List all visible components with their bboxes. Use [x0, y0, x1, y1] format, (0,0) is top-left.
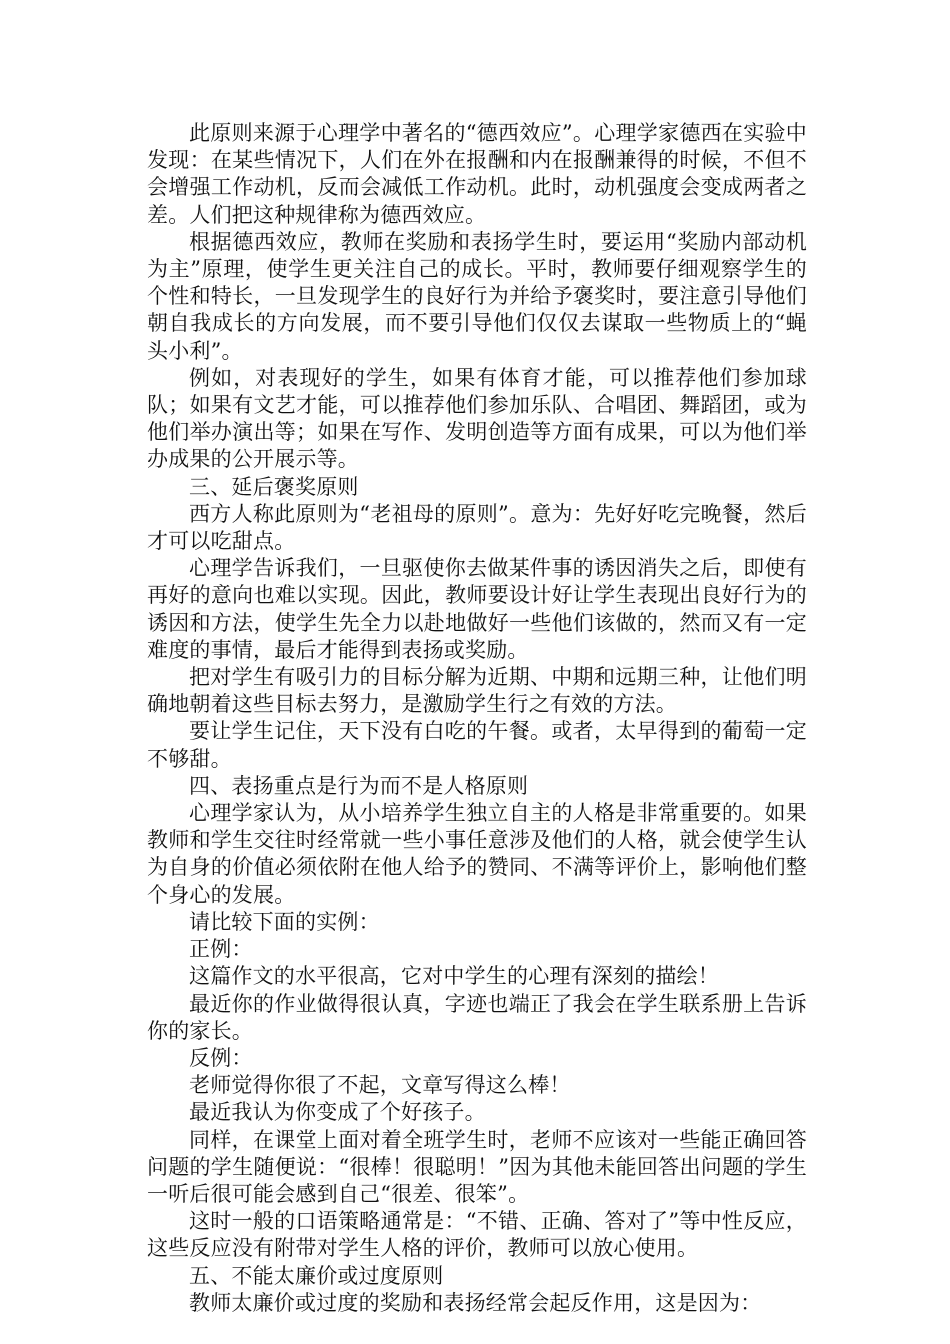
paragraph-goal-breakdown: 把对学生有吸引力的目标分解为近期、中期和远期三种，让他们明确地朝着这些目标去努力，是激励学生行之有效的方法。: [147, 665, 807, 717]
paragraph-compare-examples: 请比较下面的实例：: [189, 909, 380, 934]
positive-example-2: 最近你的作业做得很认真，字迹也端正了我会在学生联系册上告诉你的家长。: [147, 991, 807, 1043]
section-heading-delayed-praise: 三、延后褒奖原则: [189, 474, 359, 499]
paragraph-grandmother-rule: 西方人称此原则为“老祖母的原则”。意为：先好好吃完晚餐，然后才可以吃甜点。: [147, 501, 807, 554]
label-positive-examples: 正例：: [189, 937, 253, 962]
paragraph-excessive-praise: 教师太廉价或过度的奖励和表扬经常会起反作用，这是因为：: [189, 1290, 762, 1315]
section-heading-behavior-not-personality: 四、表扬重点是行为而不是人格原则: [189, 773, 529, 798]
paragraph-neutral-response: 这时一般的口语策略通常是：“不错、正确、答对了”等中性反应，这些反应没有附带对学生人格的评价，教师可以放心使用。: [147, 1209, 807, 1261]
label-negative-examples: 反例：: [189, 1045, 253, 1070]
paragraph-dexi-effect-intro: 此原则来源于心理学中著名的“德西效应”。心理学家德西在实验中发现：在某些情况下，人们在外在报酬和内在报酬兼得的时候，不但不会增强工作动机，反而会减低工作动机。此时，动机强度会变成两者之差。人们把这种规律称为德西效应。: [147, 121, 807, 227]
paragraph-incentive-psychology: 心理学告诉我们，一旦驱使你去做某件事的诱因消失之后，即使有再好的意向也难以实现。因此，教师要设计好让学生表现出良好行为的诱因和方法，使学生先全力以赴地做好一些他们该做的，然而又有一定难度的事情，最后才能得到表扬或奖励。: [147, 556, 807, 662]
paragraph-dexi-effect-application: 根据德西效应，教师在奖励和表扬学生时，要运用“奖励内部动机为主”原理，使学生更关注自己的成长。平时，教师要仔细观察学生的个性和特长，一旦发现学生的良好行为并给予褒奖时，要注意引导他们朝自我成长的方向发展，而不要引导他们仅仅去谋取一些物质上的“蝇头小利”。: [147, 229, 807, 363]
paragraph-classroom-praise: 同样，在课堂上面对着全班学生时，老师不应该对一些能正确回答问题的学生随便说：“很棒！很聪明！”因为其他未能回答出问题的学生一听后很可能会感到自己“很差、很笨”。: [147, 1127, 807, 1206]
negative-example-2: 最近我认为你变成了个好孩子。: [189, 1100, 486, 1125]
document-body: [147, 120, 807, 1317]
positive-example-1: 这篇作文的水平很高，它对中学生的心理有深刻的描绘！: [189, 964, 719, 989]
paragraph-example-talents: 例如，对表现好的学生，如果有体育才能，可以推荐他们参加球队；如果有文艺才能，可以推荐他们参加乐队、合唱团、舞蹈团，或为他们举办演出等；如果在写作、发明创造等方面有成果，可以为他们举办成果的公开展示等。: [147, 365, 807, 472]
paragraph-no-free-lunch: 要让学生记住，天下没有白吃的午餐。或者，太早得到的葡萄一定不够甜。: [147, 719, 807, 771]
negative-example-1: 老师觉得你很了不起，文章写得这么棒！: [189, 1073, 571, 1098]
paragraph-independent-personality: 心理学家认为，从小培养学生独立自主的人格是非常重要的。如果教师和学生交往时经常就一些小事任意涉及他们的人格，就会使学生认为自身的价值必须依附在他人给予的赞同、不满等评价上，影响他们整个身心的发展。: [147, 801, 807, 907]
section-heading-not-cheap-or-excessive: 五、不能太廉价或过度原则: [189, 1263, 444, 1288]
